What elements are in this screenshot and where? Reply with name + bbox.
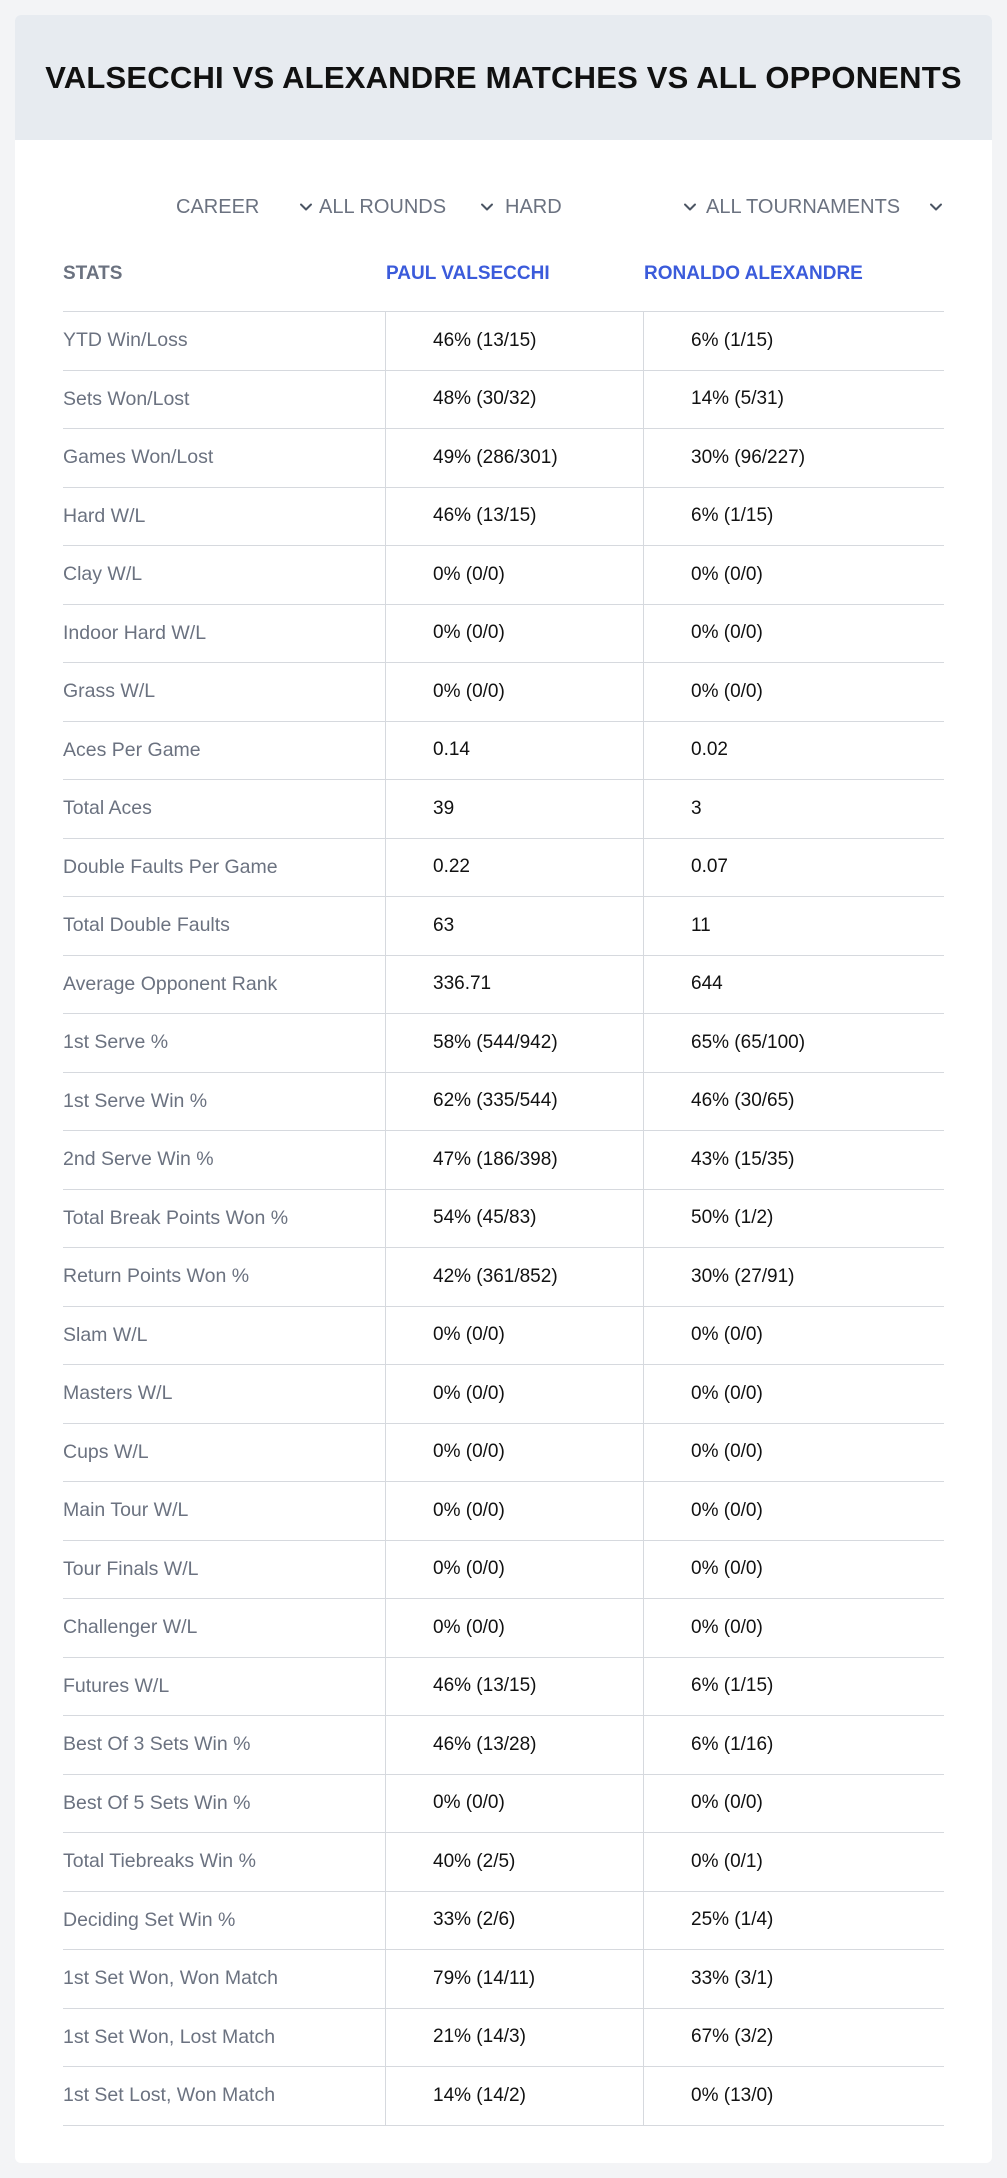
player1-stat-value: 0% (0/0) <box>433 563 505 585</box>
chevron-down-icon <box>298 199 314 215</box>
player2-stat-value: 43% (15/35) <box>691 1148 795 1170</box>
player2-stat-value: 50% (1/2) <box>691 1207 774 1229</box>
player1-stat-value: 40% (2/5) <box>433 1850 516 1872</box>
column-divider <box>643 429 644 487</box>
column-divider <box>385 1541 386 1599</box>
player2-stat-value: 0% (0/1) <box>691 1850 763 1872</box>
round-select[interactable] <box>319 187 499 227</box>
player2-stat-value: 6% (1/16) <box>691 1733 774 1755</box>
chevron-down-icon <box>928 199 944 215</box>
surface-select-value: HARD <box>505 195 562 218</box>
table-row <box>63 546 944 605</box>
column-divider <box>643 1307 644 1365</box>
stat-label: Deciding Set Win % <box>63 1908 236 1931</box>
player2-stat-value: 6% (1/15) <box>691 1675 774 1697</box>
surface-select[interactable] <box>505 187 700 227</box>
stat-label: 1st Serve % <box>63 1031 169 1054</box>
stat-label: Cups W/L <box>63 1440 149 1463</box>
table-row <box>63 897 944 956</box>
player1-stat-value: 0% (0/0) <box>433 1499 505 1521</box>
card-header <box>15 15 992 140</box>
stat-label: Return Points Won % <box>63 1265 250 1288</box>
column-divider <box>643 722 644 780</box>
filter-bar <box>15 187 992 227</box>
stat-label: 1st Set Won, Won Match <box>63 1967 278 1990</box>
table-body <box>63 312 944 2126</box>
player1-stat-value: 46% (13/15) <box>433 505 537 527</box>
stat-label: Average Opponent Rank <box>63 972 278 995</box>
player2-stat-value: 30% (96/227) <box>691 446 806 468</box>
player2-stat-value: 6% (1/15) <box>691 505 774 527</box>
player2-stat-value: 0% (0/0) <box>691 1324 763 1346</box>
stat-label: Main Tour W/L <box>63 1499 189 1522</box>
player2-stat-value: 0% (0/0) <box>691 1616 763 1638</box>
stat-label: Sets Won/Lost <box>63 387 190 410</box>
period-select[interactable] <box>176 187 314 227</box>
player2-stat-value: 0% (0/0) <box>691 1382 763 1404</box>
player2-column-header[interactable]: RONALDO ALEXANDRE <box>644 262 863 284</box>
player2-stat-value: 0.07 <box>691 856 728 878</box>
player1-stat-value: 42% (361/852) <box>433 1265 558 1287</box>
stat-label: 2nd Serve Win % <box>63 1148 214 1171</box>
player1-stat-value: 62% (335/544) <box>433 1090 558 1112</box>
player1-stat-value: 21% (14/3) <box>433 2026 526 2048</box>
table-row <box>63 2009 944 2068</box>
player1-stat-value: 0% (0/0) <box>433 1792 505 1814</box>
column-divider <box>385 1950 386 2008</box>
column-divider <box>643 956 644 1014</box>
player1-stat-value: 46% (13/15) <box>433 1675 537 1697</box>
round-select-value: ALL ROUNDS <box>319 195 447 218</box>
column-divider <box>385 1307 386 1365</box>
column-divider <box>385 2067 386 2125</box>
column-divider <box>385 722 386 780</box>
table-row <box>63 1190 944 1249</box>
chevron-down-icon <box>682 199 698 215</box>
column-divider <box>385 663 386 721</box>
stat-label: Double Faults Per Game <box>63 855 278 878</box>
column-divider <box>385 956 386 1014</box>
stat-label: 1st Set Won, Lost Match <box>63 2025 276 2048</box>
stat-label: Aces Per Game <box>63 738 201 761</box>
stat-label: Masters W/L <box>63 1382 173 1405</box>
stat-label: Hard W/L <box>63 504 146 527</box>
column-divider <box>643 312 644 370</box>
column-divider <box>643 1482 644 1540</box>
column-divider <box>385 605 386 663</box>
column-divider <box>385 371 386 429</box>
table-row <box>63 1424 944 1483</box>
player2-stat-value: 0% (0/0) <box>691 1499 763 1521</box>
player2-stat-value: 65% (65/100) <box>691 1031 806 1053</box>
player1-stat-value: 0% (0/0) <box>433 1441 505 1463</box>
table-row <box>63 1833 944 1892</box>
table-row <box>63 1716 944 1775</box>
column-divider <box>643 1833 644 1891</box>
stat-label: Futures W/L <box>63 1674 170 1697</box>
table-row <box>63 1365 944 1424</box>
stat-label: Best Of 3 Sets Win % <box>63 1733 251 1756</box>
column-divider <box>385 312 386 370</box>
table-row <box>63 1307 944 1366</box>
column-divider <box>643 1950 644 2008</box>
player1-stat-value: 39 <box>433 797 455 819</box>
column-divider <box>643 371 644 429</box>
column-divider <box>385 429 386 487</box>
table-row <box>63 1541 944 1600</box>
column-divider <box>643 1014 644 1072</box>
column-divider <box>385 1190 386 1248</box>
player2-stat-value: 14% (5/31) <box>691 388 784 410</box>
stat-label: Slam W/L <box>63 1323 148 1346</box>
table-header <box>63 235 944 312</box>
table-row <box>63 1775 944 1834</box>
player1-stat-value: 336.71 <box>433 973 492 995</box>
player1-stat-value: 47% (186/398) <box>433 1148 558 1170</box>
column-divider <box>385 1716 386 1774</box>
column-divider <box>643 1775 644 1833</box>
table-row <box>63 429 944 488</box>
column-divider <box>385 1775 386 1833</box>
player1-stat-value: 48% (30/32) <box>433 388 537 410</box>
stat-label: Total Tiebreaks Win % <box>63 1850 256 1873</box>
stat-label: Total Double Faults <box>63 914 230 937</box>
player1-column-header[interactable]: PAUL VALSECCHI <box>386 262 550 284</box>
player2-stat-value: 6% (1/15) <box>691 329 774 351</box>
table-row <box>63 1248 944 1307</box>
table-row <box>63 722 944 781</box>
player2-stat-value: 11 <box>691 914 711 936</box>
stat-label: Clay W/L <box>63 563 143 586</box>
table-row <box>63 605 944 664</box>
table-row <box>63 1599 944 1658</box>
column-divider <box>643 1716 644 1774</box>
page-title: VALSECCHI VS ALEXANDRE MATCHES VS ALL OPPONENTS <box>45 59 962 95</box>
column-divider <box>643 839 644 897</box>
player2-stat-value: 0% (0/0) <box>691 622 763 644</box>
table-row <box>63 488 944 547</box>
player1-stat-value: 0% (0/0) <box>433 1382 505 1404</box>
column-divider <box>385 839 386 897</box>
stats-card <box>15 15 992 2163</box>
player1-stat-value: 49% (286/301) <box>433 446 558 468</box>
player1-stat-value: 14% (14/2) <box>433 2084 526 2106</box>
player2-stat-value: 0% (0/0) <box>691 563 763 585</box>
stat-label: Indoor Hard W/L <box>63 621 207 644</box>
table-row <box>63 780 944 839</box>
player1-stat-value: 0% (0/0) <box>433 1558 505 1580</box>
player2-stat-value: 0% (0/0) <box>691 680 763 702</box>
stat-label: YTD Win/Loss <box>63 329 188 352</box>
player2-stat-value: 46% (30/65) <box>691 1090 795 1112</box>
stat-label: Best Of 5 Sets Win % <box>63 1791 251 1814</box>
player1-stat-value: 0.22 <box>433 856 470 878</box>
player1-stat-value: 0% (0/0) <box>433 1616 505 1638</box>
player2-stat-value: 67% (3/2) <box>691 2026 774 2048</box>
stat-label: Games Won/Lost <box>63 446 214 469</box>
column-divider <box>643 1541 644 1599</box>
player1-stat-value: 54% (45/83) <box>433 1207 537 1229</box>
table-row <box>63 663 944 722</box>
column-divider <box>643 2009 644 2067</box>
player2-stat-value: 644 <box>691 973 723 995</box>
table-row <box>63 1014 944 1073</box>
table-row <box>63 312 944 371</box>
chevron-down-icon <box>479 199 495 215</box>
period-select-value: CAREER <box>176 195 260 218</box>
stat-label: Total Aces <box>63 797 152 820</box>
stats-table <box>63 235 944 2126</box>
stat-label: Tour Finals W/L <box>63 1557 199 1580</box>
table-row <box>63 1131 944 1190</box>
column-divider <box>385 2009 386 2067</box>
column-divider <box>385 546 386 604</box>
column-divider <box>385 1424 386 1482</box>
table-row <box>63 1658 944 1717</box>
column-divider <box>643 780 644 838</box>
table-row <box>63 2067 944 2126</box>
column-divider <box>643 1190 644 1248</box>
stat-label: Total Break Points Won % <box>63 1206 289 1229</box>
table-row <box>63 839 944 898</box>
column-divider <box>643 1073 644 1131</box>
column-divider <box>643 488 644 546</box>
stat-label: Challenger W/L <box>63 1616 198 1639</box>
column-divider <box>385 488 386 546</box>
column-divider <box>643 1365 644 1423</box>
table-row <box>63 956 944 1015</box>
stat-label: 1st Set Lost, Won Match <box>63 2084 276 2107</box>
player1-stat-value: 0% (0/0) <box>433 1324 505 1346</box>
player2-stat-value: 25% (1/4) <box>691 1909 774 1931</box>
player1-stat-value: 63 <box>433 914 455 936</box>
player2-stat-value: 0% (0/0) <box>691 1792 763 1814</box>
column-divider <box>385 1833 386 1891</box>
player1-stat-value: 46% (13/15) <box>433 329 537 351</box>
stat-label: 1st Serve Win % <box>63 1089 208 1112</box>
tournament-select-value: ALL TOURNAMENTS <box>706 195 901 218</box>
column-divider <box>643 663 644 721</box>
column-divider <box>385 1014 386 1072</box>
tournament-select[interactable] <box>706 187 946 227</box>
column-divider <box>385 780 386 838</box>
player1-stat-value: 0% (0/0) <box>433 622 505 644</box>
column-divider <box>643 546 644 604</box>
column-divider <box>385 1892 386 1950</box>
player2-stat-value: 33% (3/1) <box>691 1967 774 1989</box>
column-divider <box>385 897 386 955</box>
column-divider <box>643 605 644 663</box>
column-divider <box>643 2067 644 2125</box>
column-divider <box>385 1599 386 1657</box>
player1-stat-value: 0.14 <box>433 739 470 761</box>
player1-stat-value: 79% (14/11) <box>433 1967 536 1989</box>
table-row <box>63 371 944 430</box>
column-divider <box>385 1658 386 1716</box>
column-divider <box>643 1599 644 1657</box>
column-divider <box>643 1248 644 1306</box>
table-row <box>63 1892 944 1951</box>
column-divider <box>643 1658 644 1716</box>
column-divider <box>385 1482 386 1540</box>
player2-stat-value: 0% (13/0) <box>691 2084 774 2106</box>
player1-stat-value: 33% (2/6) <box>433 1909 516 1931</box>
column-divider <box>385 1073 386 1131</box>
table-row <box>63 1482 944 1541</box>
player1-stat-value: 0% (0/0) <box>433 680 505 702</box>
column-divider <box>643 1424 644 1482</box>
stats-column-header: STATS <box>63 262 123 284</box>
column-divider <box>385 1248 386 1306</box>
player2-stat-value: 0% (0/0) <box>691 1441 763 1463</box>
stat-label: Grass W/L <box>63 680 156 703</box>
column-divider <box>643 897 644 955</box>
player1-stat-value: 58% (544/942) <box>433 1031 558 1053</box>
column-divider <box>385 1365 386 1423</box>
player2-stat-value: 0.02 <box>691 739 728 761</box>
player2-stat-value: 0% (0/0) <box>691 1558 763 1580</box>
table-row <box>63 1073 944 1132</box>
column-divider <box>385 1131 386 1189</box>
player2-stat-value: 30% (27/91) <box>691 1265 795 1287</box>
player1-stat-value: 46% (13/28) <box>433 1733 537 1755</box>
player2-stat-value: 3 <box>691 797 702 819</box>
column-divider <box>643 1131 644 1189</box>
column-divider <box>643 1892 644 1950</box>
table-row <box>63 1950 944 2009</box>
